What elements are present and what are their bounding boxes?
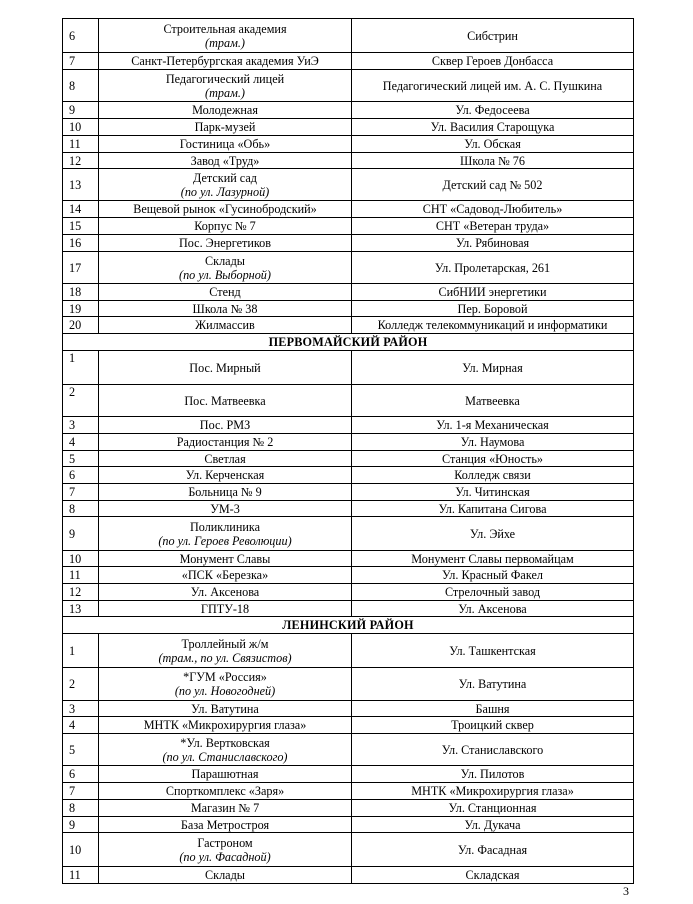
- route-number: 6: [63, 467, 99, 484]
- table-row: [63, 601, 634, 617]
- terminus-from-cell: [99, 867, 352, 884]
- table-row: [63, 551, 634, 567]
- table-row: [63, 235, 634, 252]
- terminus-to: Ул. Читинская: [352, 484, 634, 501]
- terminus-to: Ул. 1-я Механическая: [352, 417, 634, 434]
- table-row: [63, 833, 634, 867]
- terminus-to: Колледж телекоммуникаций и информатики: [352, 317, 634, 334]
- terminus-to: Ул. Ташкентская: [352, 634, 634, 668]
- table-row: [63, 584, 634, 601]
- terminus-from: Детский сад: [193, 170, 257, 185]
- table-row: [63, 734, 634, 766]
- terminus-from-cell: [99, 783, 352, 800]
- terminus-from: Пос. РМЗ: [199, 418, 251, 432]
- terminus-from-cell: [99, 201, 352, 218]
- terminus-from-cell: [99, 551, 352, 567]
- terminus-from-cell: [99, 601, 352, 617]
- route-number: 10: [63, 119, 99, 136]
- route-number: 5: [63, 734, 99, 766]
- terminus-from-cell: [99, 218, 352, 235]
- route-number: 19: [63, 301, 99, 317]
- terminus-to: Ул. Мирная: [352, 351, 634, 385]
- terminus-from-cell: [99, 136, 352, 153]
- route-note: (по ул. Новогодней): [174, 684, 276, 698]
- terminus-from: Склады: [205, 868, 245, 882]
- route-number: 5: [63, 451, 99, 467]
- terminus-from: Спорткомплекс «Заря»: [165, 784, 285, 798]
- terminus-from: База Метростроя: [180, 817, 270, 832]
- terminus-from-cell: [99, 169, 352, 201]
- terminus-to: МНТК «Микрохирургия глаза»: [352, 783, 634, 800]
- terminus-from: Радиостанция № 2: [176, 435, 274, 449]
- table-row: [63, 136, 634, 153]
- terminus-to: Ул. Эйхе: [352, 517, 634, 551]
- terminus-from: Ул. Аксенова: [190, 585, 260, 599]
- route-number: 7: [63, 484, 99, 501]
- route-number: 9: [63, 817, 99, 833]
- terminus-from: *Ул. Вертковская: [180, 735, 270, 750]
- route-note: (по ул. Героев Революции): [158, 533, 292, 548]
- route-number: 17: [63, 252, 99, 284]
- terminus-to: Ул. Ватутина: [352, 668, 634, 701]
- section-title: ПЕРВОМАЙСКИЙ РАЙОН: [63, 334, 634, 351]
- route-note: (трам., по ул. Связистов): [158, 650, 292, 665]
- terminus-from: Санкт-Петербургская академия УиЭ: [131, 54, 319, 68]
- terminus-from: Ул. Ватутина: [191, 701, 259, 716]
- terminus-to: Пер. Боровой: [352, 301, 634, 317]
- terminus-to: Ул. Станиславского: [352, 734, 634, 766]
- terminus-from: Педагогический лицей: [165, 71, 285, 86]
- table-row: [63, 19, 634, 53]
- table-row: [63, 484, 634, 501]
- terminus-from-cell: [99, 19, 352, 53]
- terminus-from-cell: [99, 70, 352, 102]
- table-row: [63, 301, 634, 317]
- table-row: [63, 102, 634, 119]
- terminus-from-cell: [99, 385, 352, 417]
- route-number: 8: [63, 70, 99, 102]
- terminus-from: Гостиница «Обь»: [179, 137, 271, 151]
- terminus-from-cell: [99, 102, 352, 119]
- route-number: 3: [63, 701, 99, 717]
- terminus-from: Завод «Труд»: [190, 153, 260, 168]
- table-row: [63, 434, 634, 451]
- terminus-to: Ул. Станционная: [352, 800, 634, 817]
- route-number: 4: [63, 717, 99, 734]
- route-number: 3: [63, 417, 99, 434]
- terminus-to: Ул. Обская: [352, 136, 634, 153]
- terminus-from-cell: [99, 235, 352, 252]
- terminus-to: Сибстрин: [352, 19, 634, 53]
- route-number: 13: [63, 601, 99, 617]
- terminus-from-cell: [99, 252, 352, 284]
- terminus-from: «ПСК «Березка»: [181, 568, 269, 582]
- terminus-from: Пос. Матвеевка: [184, 393, 266, 408]
- terminus-from: Поликлиника: [189, 519, 261, 534]
- terminus-from-cell: [99, 451, 352, 467]
- table-row: [63, 153, 634, 169]
- route-number: 7: [63, 783, 99, 800]
- terminus-from: МНТК «Микрохирургия глаза»: [143, 718, 307, 732]
- terminus-from: Жилмассив: [195, 318, 255, 332]
- terminus-from: Парашютная: [191, 767, 259, 781]
- table-row: [63, 417, 634, 434]
- route-note: (по ул. Лазурной): [180, 184, 270, 199]
- terminus-from-cell: [99, 800, 352, 817]
- terminus-to: Школа № 76: [352, 153, 634, 169]
- route-note: (по ул. Фасадной): [179, 849, 271, 864]
- terminus-from-cell: [99, 351, 352, 385]
- route-number: 4: [63, 434, 99, 451]
- route-number: 6: [63, 766, 99, 783]
- terminus-to: Ул. Пилотов: [352, 766, 634, 783]
- terminus-to: СНТ «Садовод-Любитель»: [352, 201, 634, 218]
- terminus-to: Колледж связи: [352, 467, 634, 484]
- terminus-from: Школа № 38: [192, 301, 258, 316]
- terminus-from-cell: [99, 517, 352, 551]
- route-number: 11: [63, 567, 99, 584]
- terminus-from-cell: [99, 567, 352, 584]
- route-number: 7: [63, 53, 99, 70]
- table-row: [63, 867, 634, 884]
- terminus-from-cell: [99, 284, 352, 301]
- route-number: 12: [63, 584, 99, 601]
- route-number: 2: [63, 385, 99, 417]
- terminus-from: Больница № 9: [188, 485, 262, 499]
- terminus-from: Строительная академия: [163, 21, 287, 36]
- terminus-from-cell: [99, 434, 352, 451]
- route-number: 12: [63, 153, 99, 169]
- route-number: 10: [63, 833, 99, 867]
- terminus-from-cell: [99, 301, 352, 317]
- terminus-to: Матвеевка: [352, 385, 634, 417]
- terminus-to: Монумент Славы первомайцам: [352, 551, 634, 567]
- route-number: 14: [63, 201, 99, 218]
- section-header-row: [63, 334, 634, 351]
- terminus-from: Ул. Керченская: [185, 468, 265, 482]
- route-table: [62, 18, 634, 884]
- section-header-row: [63, 617, 634, 634]
- table-row: [63, 567, 634, 584]
- terminus-to: Ул. Дукача: [352, 817, 634, 833]
- table-row: [63, 53, 634, 70]
- table-row: [63, 169, 634, 201]
- terminus-from-cell: [99, 817, 352, 833]
- terminus-to: Ул. Аксенова: [352, 601, 634, 617]
- table-row: [63, 668, 634, 701]
- route-number: 2: [63, 668, 99, 701]
- route-number: 8: [63, 800, 99, 817]
- terminus-from-cell: [99, 119, 352, 136]
- page-number: 3: [623, 884, 629, 898]
- table-row: [63, 351, 634, 385]
- terminus-from: Стенд: [209, 285, 241, 299]
- table-row: [63, 70, 634, 102]
- table-row: [63, 634, 634, 668]
- route-note: (по ул. Станиславского): [162, 749, 288, 764]
- route-number: 9: [63, 102, 99, 119]
- terminus-from: Молодежная: [192, 103, 258, 117]
- terminus-to: Башня: [352, 701, 634, 717]
- terminus-from: Троллейный ж/м: [181, 636, 269, 651]
- terminus-to: СНТ «Ветеран труда»: [352, 218, 634, 235]
- route-number: 1: [63, 634, 99, 668]
- terminus-from-cell: [99, 701, 352, 717]
- table-row: [63, 451, 634, 467]
- terminus-to: Стрелочный завод: [352, 584, 634, 601]
- terminus-from-cell: [99, 53, 352, 70]
- terminus-to: СибНИИ энергетики: [352, 284, 634, 301]
- terminus-to: Ул. Наумова: [352, 434, 634, 451]
- table-row: [63, 817, 634, 833]
- terminus-to: Троицкий сквер: [352, 717, 634, 734]
- terminus-from: УМ-3: [210, 501, 240, 516]
- table-row: [63, 119, 634, 136]
- terminus-from-cell: [99, 668, 352, 701]
- table-row: [63, 385, 634, 417]
- table-row: [63, 783, 634, 800]
- route-number: 16: [63, 235, 99, 252]
- terminus-from-cell: [99, 734, 352, 766]
- route-table-body: [63, 19, 634, 884]
- section-title: ЛЕНИНСКИЙ РАЙОН: [63, 617, 634, 634]
- route-note: (трам.): [205, 85, 245, 100]
- table-row: [63, 717, 634, 734]
- route-number: 20: [63, 317, 99, 334]
- terminus-from: Монумент Славы: [179, 551, 271, 566]
- terminus-from: Гастроном: [197, 835, 253, 850]
- terminus-from: *ГУМ «Россия»: [183, 670, 267, 684]
- terminus-from-cell: [99, 766, 352, 783]
- terminus-from: Светлая: [204, 451, 246, 466]
- terminus-from: Склады: [205, 253, 245, 268]
- terminus-to: Станция «Юность»: [352, 451, 634, 467]
- table-row: [63, 317, 634, 334]
- terminus-to: Сквер Героев Донбасса: [352, 53, 634, 70]
- terminus-from-cell: [99, 833, 352, 867]
- route-number: 18: [63, 284, 99, 301]
- terminus-to: Ул. Капитана Сигова: [352, 501, 634, 517]
- terminus-to: Ул. Фасадная: [352, 833, 634, 867]
- route-number: 9: [63, 517, 99, 551]
- table-row: [63, 218, 634, 235]
- terminus-from: Пос. Мирный: [189, 360, 261, 375]
- route-number: 13: [63, 169, 99, 201]
- terminus-to: Ул. Василия Старощука: [352, 119, 634, 136]
- table-row: [63, 501, 634, 517]
- table-row: [63, 284, 634, 301]
- terminus-from-cell: [99, 717, 352, 734]
- route-number: 8: [63, 501, 99, 517]
- table-row: [63, 800, 634, 817]
- terminus-to: Детский сад № 502: [352, 169, 634, 201]
- route-number: 10: [63, 551, 99, 567]
- terminus-from: Вещевой рынок «Гусинобродский»: [133, 202, 317, 216]
- route-number: 11: [63, 136, 99, 153]
- terminus-from-cell: [99, 484, 352, 501]
- terminus-to: Ул. Федосеева: [352, 102, 634, 119]
- terminus-from: Магазин № 7: [190, 801, 260, 815]
- table-row: [63, 467, 634, 484]
- terminus-from-cell: [99, 634, 352, 668]
- terminus-from-cell: [99, 467, 352, 484]
- terminus-to: Ул. Рябиновая: [352, 235, 634, 252]
- route-number: 11: [63, 867, 99, 884]
- terminus-to: Складская: [352, 867, 634, 884]
- route-number: 6: [63, 19, 99, 53]
- terminus-from-cell: [99, 317, 352, 334]
- terminus-from: ГПТУ-18: [200, 601, 250, 616]
- route-note: (трам.): [205, 35, 245, 50]
- terminus-from: Парк-музей: [194, 120, 256, 134]
- terminus-to: Ул. Пролетарская, 261: [352, 252, 634, 284]
- terminus-to: Педагогический лицей им. А. С. Пушкина: [352, 70, 634, 102]
- table-row: [63, 201, 634, 218]
- table-row: [63, 517, 634, 551]
- table-row: [63, 252, 634, 284]
- terminus-from-cell: [99, 584, 352, 601]
- table-row: [63, 701, 634, 717]
- table-row: [63, 766, 634, 783]
- terminus-from-cell: [99, 153, 352, 169]
- terminus-to: Ул. Красный Факел: [352, 567, 634, 584]
- route-note: (по ул. Выборной): [179, 267, 271, 282]
- terminus-from-cell: [99, 501, 352, 517]
- terminus-from-cell: [99, 417, 352, 434]
- route-number: 15: [63, 218, 99, 235]
- terminus-from: Пос. Энергетиков: [178, 236, 272, 250]
- terminus-from: Корпус № 7: [194, 219, 256, 233]
- route-number: 1: [63, 351, 99, 385]
